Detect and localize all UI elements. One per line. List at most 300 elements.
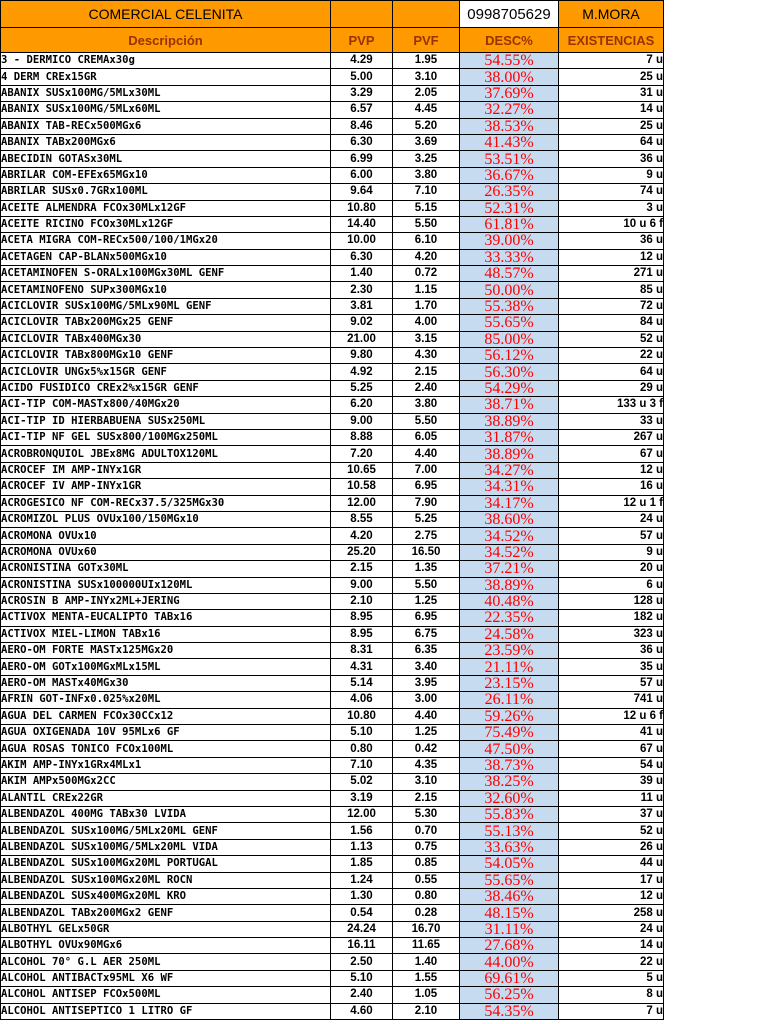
pvf-cell: 5.50	[393, 216, 460, 232]
discount-cell: 48.15%	[460, 905, 559, 921]
discount-cell: 26.35%	[460, 184, 559, 200]
table-row[interactable]	[1, 741, 664, 757]
product-name-cell: ABECIDIN GOTASx30ML	[1, 151, 331, 167]
pvp-cell: 9.00	[331, 577, 393, 593]
pvp-cell: 9.80	[331, 348, 393, 364]
product-name-cell: ALBOTHYL OVUx90MGx6	[1, 938, 331, 954]
table-row[interactable]	[1, 511, 664, 527]
pvf-cell: 4.35	[393, 757, 460, 773]
table-row[interactable]	[1, 233, 664, 249]
pvp-cell: 5.10	[331, 725, 393, 741]
pvp-cell: 1.24	[331, 872, 393, 888]
table-row[interactable]	[1, 200, 664, 216]
discount-cell: 32.60%	[460, 790, 559, 806]
pvf-cell: 1.55	[393, 970, 460, 986]
stock-cell: 267 u	[559, 429, 664, 445]
table-row[interactable]	[1, 872, 664, 888]
column-header-stock[interactable]: EXISTENCIAS	[559, 28, 664, 53]
product-name-cell: ALBENDAZOL SUSx100MG/5MLx20ML GENF	[1, 823, 331, 839]
seller-name: M.MORA	[559, 1, 664, 28]
product-name-cell: ABRILAR COM-EFEx65MGx10	[1, 167, 331, 183]
table-row[interactable]	[1, 479, 664, 495]
pvp-cell: 5.25	[331, 380, 393, 396]
table-row[interactable]	[1, 429, 664, 445]
product-name-cell: AERO-OM MASTx40MGx30	[1, 675, 331, 691]
product-name-cell: AERO-OM GOTx100MGxMLx15ML	[1, 659, 331, 675]
product-name-cell: ALBENDAZOL SUSx100MGx20ML PORTUGAL	[1, 856, 331, 872]
pvp-cell: 8.46	[331, 118, 393, 134]
table-row[interactable]	[1, 806, 664, 822]
pvf-cell: 6.05	[393, 429, 460, 445]
pvf-cell: 5.50	[393, 577, 460, 593]
pvf-cell: 3.00	[393, 692, 460, 708]
discount-cell: 44.00%	[460, 954, 559, 970]
product-name-cell: ACROCEF IM AMP-INYx1GR	[1, 462, 331, 478]
product-name-cell: ACETAGEN CAP-BLANx500MGx10	[1, 249, 331, 265]
stock-cell: 22 u	[559, 348, 664, 364]
pvp-cell: 0.80	[331, 741, 393, 757]
pvp-cell: 6.57	[331, 102, 393, 118]
discount-cell: 34.27%	[460, 462, 559, 478]
pvp-cell: 6.30	[331, 249, 393, 265]
pvf-cell: 2.15	[393, 790, 460, 806]
table-row[interactable]	[1, 1003, 664, 1019]
pvf-cell: 1.25	[393, 725, 460, 741]
stock-cell: 5 u	[559, 970, 664, 986]
table-row[interactable]	[1, 725, 664, 741]
pvf-cell: 2.75	[393, 528, 460, 544]
pvp-cell: 4.29	[331, 53, 393, 69]
pvf-cell: 1.15	[393, 282, 460, 298]
discount-cell: 38.89%	[460, 446, 559, 462]
product-name-cell: ALCOHOL ANTIBACTx95ML X6 WF	[1, 970, 331, 986]
pvf-cell: 0.85	[393, 856, 460, 872]
product-name-cell: ACRONISTINA GOTx30ML	[1, 561, 331, 577]
product-name-cell: ALBENDAZOL SUSx100MGx20ML ROCN	[1, 872, 331, 888]
pvp-cell: 10.65	[331, 462, 393, 478]
stock-cell: 67 u	[559, 741, 664, 757]
table-row[interactable]	[1, 544, 664, 560]
discount-cell: 39.00%	[460, 233, 559, 249]
stock-cell: 323 u	[559, 626, 664, 642]
pvf-cell: 2.15	[393, 364, 460, 380]
discount-cell: 55.83%	[460, 806, 559, 822]
pvf-cell: 3.69	[393, 134, 460, 150]
table-row[interactable]	[1, 495, 664, 511]
pvf-cell: 2.05	[393, 85, 460, 101]
discount-cell: 61.81%	[460, 216, 559, 232]
pvp-cell: 2.30	[331, 282, 393, 298]
pvf-cell: 1.35	[393, 561, 460, 577]
product-name-cell: ALBOTHYL GELx50GR	[1, 921, 331, 937]
stock-cell: 182 u	[559, 610, 664, 626]
table-row[interactable]	[1, 790, 664, 806]
table-row[interactable]	[1, 905, 664, 921]
discount-cell: 69.61%	[460, 970, 559, 986]
table-row[interactable]	[1, 380, 664, 396]
product-name-cell: ACIDO FUSIDICO CREx2%x15GR GENF	[1, 380, 331, 396]
stock-cell: 24 u	[559, 511, 664, 527]
pvf-cell: 6.10	[393, 233, 460, 249]
stock-cell: 33 u	[559, 413, 664, 429]
table-row[interactable]	[1, 298, 664, 314]
discount-cell: 34.31%	[460, 479, 559, 495]
pvp-cell: 5.00	[331, 69, 393, 85]
table-row[interactable]	[1, 462, 664, 478]
product-name-cell: ALBENDAZOL TABx200MGx2 GENF	[1, 905, 331, 921]
product-name-cell: ALANTIL CREx22GR	[1, 790, 331, 806]
pvf-cell: 6.95	[393, 479, 460, 495]
table-row[interactable]	[1, 216, 664, 232]
table-row[interactable]	[1, 610, 664, 626]
stock-cell: 22 u	[559, 954, 664, 970]
product-name-cell: AERO-OM FORTE MASTx125MGx20	[1, 643, 331, 659]
table-row[interactable]	[1, 708, 664, 724]
discount-cell: 38.89%	[460, 577, 559, 593]
table-row[interactable]	[1, 938, 664, 954]
table-row[interactable]	[1, 167, 664, 183]
table-row[interactable]	[1, 675, 664, 691]
discount-cell: 38.25%	[460, 774, 559, 790]
discount-cell: 54.55%	[460, 53, 559, 69]
pvf-cell: 5.30	[393, 806, 460, 822]
pvf-cell: 0.28	[393, 905, 460, 921]
table-row[interactable]	[1, 134, 664, 150]
pvp-cell: 2.10	[331, 593, 393, 609]
discount-cell: 38.53%	[460, 118, 559, 134]
discount-cell: 22.35%	[460, 610, 559, 626]
pvp-cell: 21.00	[331, 331, 393, 347]
pvp-cell: 9.02	[331, 315, 393, 331]
pvp-cell: 8.31	[331, 643, 393, 659]
stock-cell: 6 u	[559, 577, 664, 593]
product-name-cell: ACROMONA OVUx10	[1, 528, 331, 544]
stock-cell: 12 u	[559, 249, 664, 265]
stock-cell: 9 u	[559, 544, 664, 560]
pvp-cell: 3.19	[331, 790, 393, 806]
product-name-cell: ALBENDAZOL SUSx400MGx20ML KRO	[1, 888, 331, 904]
discount-cell: 34.52%	[460, 544, 559, 560]
discount-cell: 34.52%	[460, 528, 559, 544]
product-name-cell: ACEITE RICINO FCOx30MLx12GF	[1, 216, 331, 232]
table-row[interactable]	[1, 692, 664, 708]
stock-cell: 9 u	[559, 167, 664, 183]
table-row[interactable]	[1, 659, 664, 675]
stock-cell: 17 u	[559, 872, 664, 888]
product-rows	[1, 53, 664, 1020]
table-row[interactable]	[1, 446, 664, 462]
stock-cell: 36 u	[559, 233, 664, 249]
table-row[interactable]	[1, 118, 664, 134]
pvp-cell: 9.64	[331, 184, 393, 200]
pvf-cell: 3.40	[393, 659, 460, 675]
pvf-cell: 16.50	[393, 544, 460, 560]
pvp-cell: 4.20	[331, 528, 393, 544]
discount-cell: 40.48%	[460, 593, 559, 609]
stock-cell: 57 u	[559, 528, 664, 544]
discount-cell: 38.71%	[460, 397, 559, 413]
product-name-cell: ACROMIZOL PLUS OVUx100/150MGx10	[1, 511, 331, 527]
pvp-cell: 14.40	[331, 216, 393, 232]
stock-cell: 20 u	[559, 561, 664, 577]
pvf-cell: 4.20	[393, 249, 460, 265]
pvp-cell: 10.80	[331, 200, 393, 216]
pvf-cell: 3.15	[393, 331, 460, 347]
pvp-cell: 4.92	[331, 364, 393, 380]
product-name-cell: ALCOHOL ANTISEPTICO 1 LITRO GF	[1, 1003, 331, 1019]
pvf-cell: 0.72	[393, 266, 460, 282]
pvf-cell: 7.00	[393, 462, 460, 478]
discount-cell: 31.87%	[460, 429, 559, 445]
product-name-cell: ACICLOVIR TABx200MGx25 GENF	[1, 315, 331, 331]
stock-cell: 41 u	[559, 725, 664, 741]
stock-cell: 12 u	[559, 888, 664, 904]
pvf-cell: 0.80	[393, 888, 460, 904]
product-name-cell: AGUA OXIGENADA 10V 95MLx6 GF	[1, 725, 331, 741]
table-row[interactable]	[1, 102, 664, 118]
pvf-cell: 0.75	[393, 839, 460, 855]
store-header-row	[1, 1, 664, 28]
pvp-cell: 25.20	[331, 544, 393, 560]
pvp-cell: 7.10	[331, 757, 393, 773]
pvf-cell: 1.05	[393, 987, 460, 1003]
discount-cell: 55.13%	[460, 823, 559, 839]
table-row[interactable]	[1, 397, 664, 413]
discount-cell: 54.35%	[460, 1003, 559, 1019]
table-row[interactable]	[1, 757, 664, 773]
table-row[interactable]	[1, 921, 664, 937]
pvf-cell: 3.95	[393, 675, 460, 691]
discount-cell: 52.31%	[460, 200, 559, 216]
pvp-cell: 8.95	[331, 626, 393, 642]
stock-cell: 11 u	[559, 790, 664, 806]
column-header-discount[interactable]: DESC%	[460, 28, 559, 53]
table-row[interactable]	[1, 315, 664, 331]
stock-cell: 31 u	[559, 85, 664, 101]
product-name-cell: ABANIX TAB-RECx500MGx6	[1, 118, 331, 134]
pvf-cell: 5.15	[393, 200, 460, 216]
discount-cell: 37.69%	[460, 85, 559, 101]
stock-cell: 37 u	[559, 806, 664, 822]
pvp-cell: 1.30	[331, 888, 393, 904]
product-name-cell: ACI-TIP COM-MASTx800/40MGx20	[1, 397, 331, 413]
table-row[interactable]	[1, 331, 664, 347]
pvp-cell: 8.88	[331, 429, 393, 445]
pvp-cell: 6.20	[331, 397, 393, 413]
stock-cell: 64 u	[559, 134, 664, 150]
pvf-cell: 1.70	[393, 298, 460, 314]
stock-cell: 14 u	[559, 102, 664, 118]
pvp-cell: 5.10	[331, 970, 393, 986]
pvf-cell: 5.25	[393, 511, 460, 527]
discount-cell: 38.73%	[460, 757, 559, 773]
stock-cell: 64 u	[559, 364, 664, 380]
product-name-cell: ALCOHOL 70° G.L AER 250ML	[1, 954, 331, 970]
pvp-cell: 4.60	[331, 1003, 393, 1019]
column-header-description[interactable]: Descripción	[1, 28, 331, 53]
table-row[interactable]	[1, 987, 664, 1003]
stock-cell: 7 u	[559, 53, 664, 69]
pvf-cell: 0.42	[393, 741, 460, 757]
stock-cell: 25 u	[559, 118, 664, 134]
table-row[interactable]	[1, 364, 664, 380]
pvp-cell: 2.40	[331, 987, 393, 1003]
product-name-cell: ACI-TIP ID HIERBABUENA SUSx250ML	[1, 413, 331, 429]
table-row[interactable]	[1, 528, 664, 544]
table-row[interactable]	[1, 823, 664, 839]
table-row[interactable]	[1, 970, 664, 986]
stock-cell: 3 u	[559, 200, 664, 216]
pvp-cell: 10.80	[331, 708, 393, 724]
pvf-cell: 1.40	[393, 954, 460, 970]
discount-cell: 37.21%	[460, 561, 559, 577]
pvf-cell: 5.50	[393, 413, 460, 429]
table-row[interactable]	[1, 888, 664, 904]
discount-cell: 54.05%	[460, 856, 559, 872]
stock-cell: 12 u	[559, 462, 664, 478]
pvf-cell: 6.35	[393, 643, 460, 659]
discount-cell: 55.65%	[460, 315, 559, 331]
stock-cell: 57 u	[559, 675, 664, 691]
product-name-cell: ACETA MIGRA COM-RECx500/100/1MGx20	[1, 233, 331, 249]
product-name-cell: ACICLOVIR TABx800MGx10 GENF	[1, 348, 331, 364]
pvp-cell: 2.50	[331, 954, 393, 970]
discount-cell: 41.43%	[460, 134, 559, 150]
discount-cell: 33.33%	[460, 249, 559, 265]
pvp-cell: 10.00	[331, 233, 393, 249]
table-row[interactable]	[1, 266, 664, 282]
discount-cell: 56.30%	[460, 364, 559, 380]
pvp-cell: 3.29	[331, 85, 393, 101]
table-row[interactable]	[1, 856, 664, 872]
table-row[interactable]	[1, 561, 664, 577]
stock-cell: 7 u	[559, 1003, 664, 1019]
pvp-cell: 1.13	[331, 839, 393, 855]
pvp-cell: 24.24	[331, 921, 393, 937]
table-row[interactable]	[1, 282, 664, 298]
discount-cell: 38.00%	[460, 69, 559, 85]
product-name-cell: ACROSIN B AMP-INYx2ML+JERING	[1, 593, 331, 609]
discount-cell: 54.29%	[460, 380, 559, 396]
pvp-cell: 6.30	[331, 134, 393, 150]
pvp-cell: 4.31	[331, 659, 393, 675]
column-header-pvf[interactable]: PVF	[393, 28, 460, 53]
pvp-cell: 16.11	[331, 938, 393, 954]
discount-cell: 55.65%	[460, 872, 559, 888]
stock-cell: 35 u	[559, 659, 664, 675]
discount-cell: 48.57%	[460, 266, 559, 282]
pvf-cell: 3.80	[393, 397, 460, 413]
product-name-cell: ACETAMINOFENO SUPx300MGx10	[1, 282, 331, 298]
pvp-cell: 0.54	[331, 905, 393, 921]
table-row[interactable]	[1, 413, 664, 429]
table-row[interactable]	[1, 348, 664, 364]
pvf-cell: 0.55	[393, 872, 460, 888]
table-row[interactable]	[1, 85, 664, 101]
pvp-cell: 4.06	[331, 692, 393, 708]
table-row[interactable]	[1, 626, 664, 642]
discount-cell: 55.38%	[460, 298, 559, 314]
product-name-cell: ACICLOVIR TABx400MGx30	[1, 331, 331, 347]
pvf-cell: 6.75	[393, 626, 460, 642]
header-blank-cell	[393, 1, 460, 28]
table-row[interactable]	[1, 839, 664, 855]
pvf-cell: 5.20	[393, 118, 460, 134]
pvp-cell: 1.85	[331, 856, 393, 872]
discount-cell: 26.11%	[460, 692, 559, 708]
product-name-cell: AGUA DEL CARMEN FCOx30CCx12	[1, 708, 331, 724]
stock-cell: 54 u	[559, 757, 664, 773]
discount-cell: 50.00%	[460, 282, 559, 298]
product-name-cell: ACTIVOX MENTA-EUCALIPTO TABx16	[1, 610, 331, 626]
product-name-cell: 3 - DERMICO CREMAx30g	[1, 53, 331, 69]
pvf-cell: 6.95	[393, 610, 460, 626]
stock-cell: 74 u	[559, 184, 664, 200]
product-name-cell: ACROGESICO NF COM-RECx37.5/325MGx30	[1, 495, 331, 511]
stock-cell: 29 u	[559, 380, 664, 396]
stock-cell: 8 u	[559, 987, 664, 1003]
pvp-cell: 12.00	[331, 495, 393, 511]
pvf-cell: 7.10	[393, 184, 460, 200]
stock-cell: 16 u	[559, 479, 664, 495]
discount-cell: 38.60%	[460, 511, 559, 527]
discount-cell: 85.00%	[460, 331, 559, 347]
discount-cell: 56.25%	[460, 987, 559, 1003]
discount-cell: 75.49%	[460, 725, 559, 741]
pvf-cell: 4.40	[393, 708, 460, 724]
discount-cell: 38.46%	[460, 888, 559, 904]
product-name-cell: ACROMONA OVUx60	[1, 544, 331, 560]
stock-cell: 36 u	[559, 151, 664, 167]
table-row[interactable]	[1, 954, 664, 970]
table-row[interactable]	[1, 774, 664, 790]
discount-cell: 47.50%	[460, 741, 559, 757]
pvf-cell: 4.00	[393, 315, 460, 331]
stock-cell: 133 u 3 f	[559, 397, 664, 413]
stock-cell: 26 u	[559, 839, 664, 855]
product-name-cell: ALBENDAZOL 400MG TABx30 LVIDA	[1, 806, 331, 822]
pvf-cell: 3.10	[393, 774, 460, 790]
stock-cell: 24 u	[559, 921, 664, 937]
table-row[interactable]	[1, 69, 664, 85]
product-name-cell: ACROBRONQUIOL JBEx8MG ADULTOX120ML	[1, 446, 331, 462]
product-name-cell: ACROCEF IV AMP-INYx1GR	[1, 479, 331, 495]
product-name-cell: ABANIX TABx200MGx6	[1, 134, 331, 150]
pvp-cell: 6.00	[331, 167, 393, 183]
column-header-pvp[interactable]: PVP	[331, 28, 393, 53]
stock-cell: 12 u 6 f	[559, 708, 664, 724]
table-row[interactable]	[1, 249, 664, 265]
pvp-cell: 12.00	[331, 806, 393, 822]
product-name-cell: AKIM AMP-INYx1GRx4MLx1	[1, 757, 331, 773]
discount-cell: 36.67%	[460, 167, 559, 183]
pvf-cell: 4.40	[393, 446, 460, 462]
store-name: COMERCIAL CELENITA	[1, 1, 331, 28]
pvf-cell: 3.80	[393, 167, 460, 183]
table-row[interactable]	[1, 53, 664, 69]
table-row[interactable]	[1, 593, 664, 609]
product-name-cell: ACETAMINOFEN S-ORALx100MGx30ML GENF	[1, 266, 331, 282]
table-row[interactable]	[1, 184, 664, 200]
pvf-cell: 3.25	[393, 151, 460, 167]
table-row[interactable]	[1, 577, 664, 593]
table-row[interactable]	[1, 643, 664, 659]
product-name-cell: ABANIX SUSx100MG/5MLx30ML	[1, 85, 331, 101]
pvf-cell: 0.70	[393, 823, 460, 839]
phone-number: 0998705629	[460, 1, 559, 28]
table-row[interactable]	[1, 151, 664, 167]
stock-cell: 84 u	[559, 315, 664, 331]
